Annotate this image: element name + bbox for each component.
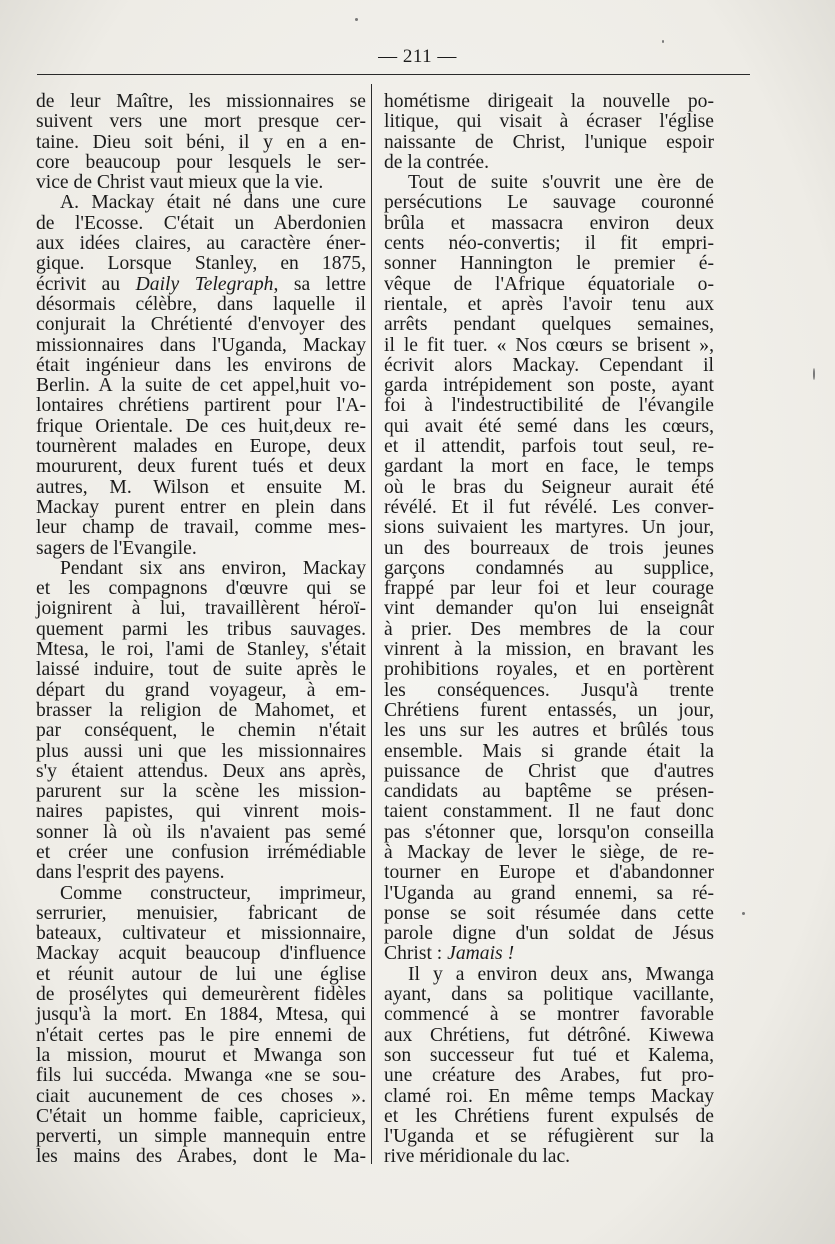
text-line: autres, M. Wilson et ensuite M. xyxy=(36,476,366,498)
text-line: vinrent à la mission, en bravant les xyxy=(384,639,714,661)
print-speck xyxy=(662,40,664,43)
text-line: leur champ de travail, comme mes- xyxy=(36,517,366,539)
text-line: serrurier, menuisier, fabricant de xyxy=(36,902,366,924)
text-line: parole digne d'un soldat de Jésus xyxy=(384,923,714,945)
text-segment: , sa lettre xyxy=(273,273,366,295)
text-line: bateaux, cultivateur et missionnaire, xyxy=(36,923,366,945)
text-line: arrêts pendant quelques semaines, xyxy=(384,314,714,336)
text-line xyxy=(384,944,714,964)
right-column xyxy=(384,92,714,1168)
text-line: C'était un homme faible, capricieux, xyxy=(36,1105,366,1127)
italic-title: Jamais ! xyxy=(447,943,515,965)
text-line: tourner en Europe et d'abandonner xyxy=(384,862,714,884)
text-line: prohibitions royales, et en portèrent xyxy=(384,659,714,681)
italic-title: Daily Telegraph xyxy=(135,273,274,295)
text-line: départ du grand voyageur, à em- xyxy=(36,679,366,701)
text-line: était ingénieur dans les environs de xyxy=(36,354,366,376)
text-line: naires papistes, qui vinrent mois- xyxy=(36,801,366,823)
text-line: la mission, mourut et Mwanga son xyxy=(36,1044,366,1066)
text-line: Mackay purent entrer en plein dans xyxy=(36,496,366,518)
text-line: perverti, un simple mannequin entre xyxy=(36,1126,366,1148)
text-line: gardant la mort en face, le temps xyxy=(384,456,714,478)
text-line: à prier. Des membres de la cour xyxy=(384,618,714,640)
page-number: — 211 — xyxy=(378,46,457,67)
print-speck xyxy=(355,18,358,21)
text-line: de la contrée. xyxy=(384,151,489,173)
text-line: Tout de suite s'ouvrit une ère de xyxy=(408,172,714,194)
text-line: il le fit tuer. « Nos cœurs se brisent », xyxy=(384,334,714,356)
text-line: moururent, deux furent tués et deux xyxy=(36,456,366,478)
text-line: s'y étaient attendus. Deux ans après, xyxy=(36,760,366,782)
text-line: clamé roi. En même temps Mackay xyxy=(384,1085,714,1107)
text-line: litique, qui visait à écraser l'église xyxy=(384,111,714,133)
text-line: quement parmi les tribus sauvages. xyxy=(36,618,366,640)
text-line: sagers de l'Evangile. xyxy=(36,537,197,559)
text-segment: écrivit au xyxy=(36,273,136,295)
text-line: gique. Lorsque Stanley, en 1875, xyxy=(36,253,366,275)
text-line: ensemble. Mais si grande était la xyxy=(384,740,714,762)
text-line: l'Uganda et se réfugièrent sur la xyxy=(384,1126,714,1148)
text-line: et les Chrétiens furent expulsés de xyxy=(384,1105,714,1127)
text-line: révélé. Et il fut révélé. Les conver- xyxy=(384,496,714,518)
text-line: naissante de Christ, l'unique espoir xyxy=(384,131,714,153)
text-line: rive méridionale du lac. xyxy=(384,1146,571,1168)
text-line: Mtesa, le roi, l'ami de Stanley, s'était xyxy=(36,639,366,661)
text-line: plus aussi uni que les missionnaires xyxy=(36,740,366,762)
text-line: laissé induire, tout de suite après le xyxy=(36,659,366,681)
text-line: dans l'esprit des payens. xyxy=(36,862,225,884)
text-line: persécutions Le sauvage couronné xyxy=(384,192,714,214)
text-line: sonner là où ils n'avaient pas semé xyxy=(36,821,366,843)
text-line: de prosélytes qui demeurèrent fidèles xyxy=(36,984,366,1006)
text-line: et réunit autour de lui une église xyxy=(36,963,366,985)
text-line: brasser la religion de Mahomet, et xyxy=(36,699,366,721)
text-line: A. Mackay était né dans une cure xyxy=(60,192,366,214)
text-line: Il y a environ deux ans, Mwanga xyxy=(408,963,714,985)
text-line: les conséquences. Jusqu'à trente xyxy=(384,679,714,701)
print-speck xyxy=(813,368,815,380)
text-line: ayant, dans sa politique vacillante, xyxy=(384,984,714,1006)
text-line: suivent vers une mort presque cer- xyxy=(36,111,366,133)
text-line: et il attendit, parfois tout seul, re- xyxy=(384,436,714,458)
text-line: aux Chrétiens, fut détrôné. Kiwewa xyxy=(384,1024,714,1046)
text-line: pas s'étonner que, lorsqu'on conseilla xyxy=(384,821,714,843)
text-line: vêque de l'Afrique équatoriale o- xyxy=(384,273,714,295)
text-line: sions suivaient les martyres. Un jour, xyxy=(384,517,714,539)
text-line: où le bras du Seigneur aurait été xyxy=(384,476,714,498)
text-line: cents néo-convertis; il fit empri- xyxy=(384,233,714,255)
text-line: et les compagnons d'œuvre qui se xyxy=(36,578,366,600)
text-line: aux idées claires, au caractère éner- xyxy=(36,233,366,255)
text-line: foi à l'indestructibilité de l'évangile xyxy=(384,395,714,417)
text-line: désormais célèbre, dans laquelle il xyxy=(36,293,366,315)
column-divider xyxy=(371,84,372,1164)
text-line: Pendant six ans environ, Mackay xyxy=(60,557,366,579)
text-line: frique Orientale. De ces huit,deux re- xyxy=(36,415,366,437)
text-line: lontaires chrétiens partirent pour l'A- xyxy=(36,395,366,417)
text-line xyxy=(36,275,366,295)
text-line: puissance de Christ que d'autres xyxy=(384,760,714,782)
text-line: missionnaires dans l'Uganda, Mackay xyxy=(36,334,366,356)
text-line: Chrétiens furent entassés, un jour, xyxy=(384,699,714,721)
text-line: taient constamment. Il ne faut donc xyxy=(384,801,714,823)
text-line: son successeur fut tué et Kalema, xyxy=(384,1044,714,1066)
print-speck xyxy=(742,912,745,915)
text-line: vice de Christ vaut mieux que la vie. xyxy=(36,172,324,194)
text-line: ciait aucunement de ces choses ». xyxy=(36,1085,366,1107)
text-segment: Christ : xyxy=(384,943,448,965)
text-line: commencé à se montrer favorable xyxy=(384,1004,714,1026)
text-line: un des bourreaux de trois jeunes xyxy=(384,537,714,559)
text-line: sonner Hannington le premier é- xyxy=(384,253,714,275)
text-line: Mackay acquit beaucoup d'influence xyxy=(36,943,366,965)
text-line: taine. Dieu soit béni, il y en a en- xyxy=(36,131,366,153)
text-line: candidats au baptême se présen- xyxy=(384,781,714,803)
text-line: n'était certes pas le pire ennemi de xyxy=(36,1024,366,1046)
text-line: hométisme dirigeait la nouvelle po- xyxy=(384,91,714,112)
text-line: qui avait été semé dans les cœurs, xyxy=(384,415,714,437)
text-line: de l'Ecosse. C'était un Aberdonien xyxy=(36,212,366,234)
text-line: brûla et massacra environ deux xyxy=(384,212,714,234)
text-line: conjurait la Chrétienté d'envoyer des xyxy=(36,314,366,336)
text-line: Comme constructeur, imprimeur, xyxy=(60,882,366,904)
text-line: joignirent à lui, travaillèrent héroï- xyxy=(36,598,366,620)
text-line: rientale, et après l'avoir tenu aux xyxy=(384,293,714,315)
text-line: les uns sur les autres et brûlés tous xyxy=(384,720,714,742)
text-line: ponse se soit résumée dans cette xyxy=(384,902,714,924)
text-line: les mains des Arabes, dont le Ma- xyxy=(36,1146,366,1168)
text-line: par conséquent, le chemin n'était xyxy=(36,720,366,742)
text-line: fils lui succéda. Mwanga «ne se sou- xyxy=(36,1065,366,1087)
text-line: jusqu'à la mort. En 1884, Mtesa, qui xyxy=(36,1004,366,1026)
text-line: core beaucoup pour lesquels le ser- xyxy=(36,151,366,173)
text-line: Berlin. A la suite de cet appel,huit vo- xyxy=(36,375,366,397)
text-line: et créer une confusion irrémédiable xyxy=(36,841,366,863)
text-line: de leur Maître, les missionnaires se xyxy=(36,91,366,112)
text-line: à Mackay de lever le siège, de re- xyxy=(384,841,714,863)
left-column xyxy=(36,92,366,1168)
text-line: l'Uganda au grand ennemi, sa ré- xyxy=(384,882,714,904)
text-line: garçons condamnés au supplice, xyxy=(384,557,714,579)
text-line: frappé par leur foi et leur courage xyxy=(384,578,714,600)
text-line: une créature des Arabes, fut pro- xyxy=(384,1065,714,1087)
text-line: écrivit alors Mackay. Cependant il xyxy=(384,354,714,376)
header-rule xyxy=(37,74,750,75)
text-line: garda intrépidement son poste, ayant xyxy=(384,375,714,397)
text-line: vint demander qu'on lui enseignât xyxy=(384,598,714,620)
text-line: parurent sur la scène les mission- xyxy=(36,781,366,803)
text-line: tournèrent malades en Europe, deux xyxy=(36,436,366,458)
